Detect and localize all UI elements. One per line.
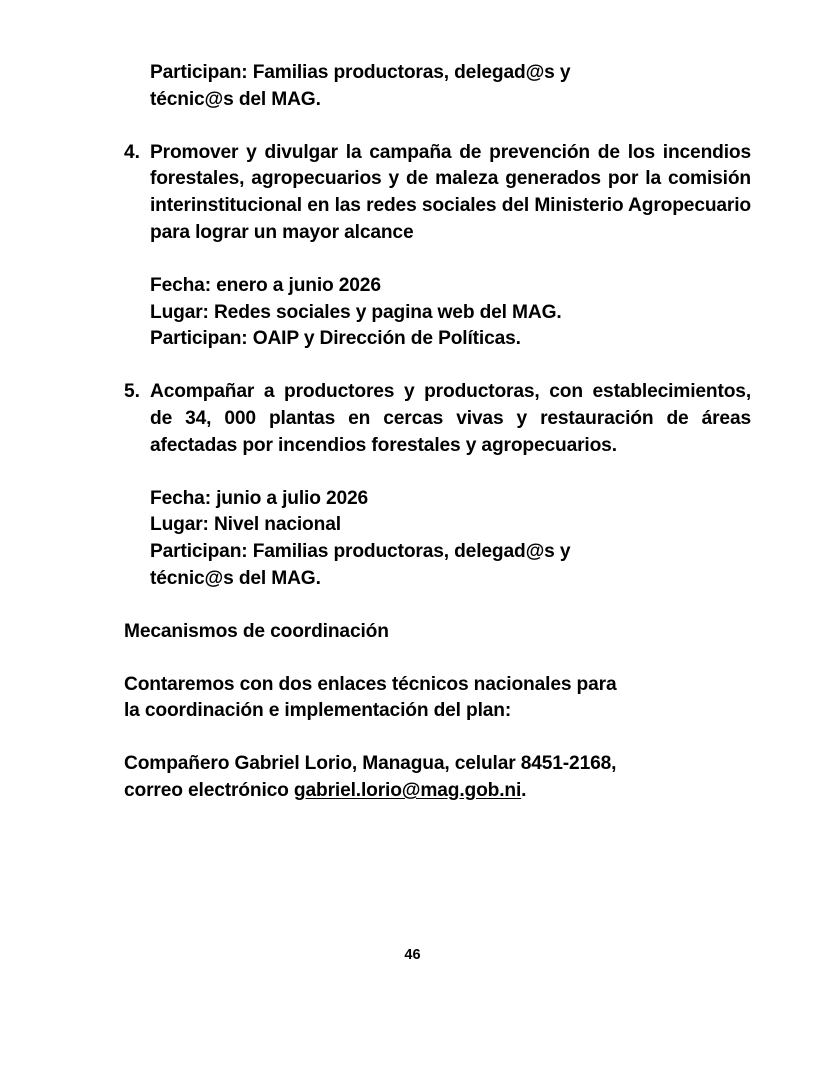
list-item-5-number: 5.: [124, 381, 141, 403]
item-4-participan: Participan: OAIP y Dirección de Políticas.: [150, 328, 521, 350]
mecanismos-intro-block: [124, 672, 751, 726]
page-content: [124, 60, 751, 805]
list-item-5: [124, 379, 751, 459]
mecanismos-heading: Mecanismos de coordinación: [124, 620, 389, 642]
list-item-5-text: Acompañar a productores y productoras, con establecimientos, de 34, 000 plantas en cercas vivas y restauración de áreas afectadas por incendios forestales y agropecuarios.: [150, 381, 751, 456]
mecanismos-intro-line-1: Contaremos con dos enlaces técnicos nacionales para: [124, 673, 617, 695]
page-number: 46: [404, 947, 421, 963]
list-item-4-text: Promover y divulgar la campaña de prevención de los incendios forestales, agropecuarios y de maleza generados por la comisión interinstitucional en las redes sociales del Ministerio Agropecuario para lograr un mayor alcance: [150, 141, 751, 243]
item-4-fecha: Fecha: enero a junio 2026: [150, 274, 381, 296]
spacer: [124, 247, 751, 273]
item-5-participan-line-2: técnic@s del MAG.: [150, 567, 321, 589]
item-5-fecha: Fecha: junio a julio 2026: [150, 487, 369, 509]
mecanismos-intro-line-2: la coordinación e implementación del plan:: [124, 700, 512, 722]
item-5-lugar: Lugar: Nivel nacional: [150, 514, 341, 536]
item-4-details-block: [150, 273, 751, 353]
spacer: [124, 646, 751, 672]
spacer: [124, 593, 751, 619]
spacer: [124, 353, 751, 379]
spacer: [124, 114, 751, 140]
contacto-line-2: [124, 778, 751, 805]
list-item-4-number: 4.: [124, 141, 141, 163]
contacto-email-link[interactable]: gabriel.lorio@mag.gob.ni: [293, 779, 522, 801]
spacer: [124, 725, 751, 751]
list-item-4: [124, 140, 751, 247]
item-5-details-block: [150, 486, 751, 593]
participan-top-block: [150, 60, 751, 114]
contacto-block: [124, 751, 751, 805]
participan-top-line-1: Participan: Familias productoras, delegad@s y: [150, 62, 571, 83]
contacto-email-prefix: correo electrónico: [124, 779, 294, 801]
spacer: [124, 460, 751, 486]
contacto-line-1: Compañero Gabriel Lorio, Managua, celular 8451-2168,: [124, 753, 617, 775]
item-4-lugar: Lugar: Redes sociales y pagina web del MAG.: [150, 301, 562, 323]
contacto-email-suffix: .: [521, 779, 527, 801]
participan-top-line-2: técnic@s del MAG.: [150, 88, 321, 110]
item-5-participan-line-1: Participan: Familias productoras, delegad@s y: [150, 541, 571, 563]
